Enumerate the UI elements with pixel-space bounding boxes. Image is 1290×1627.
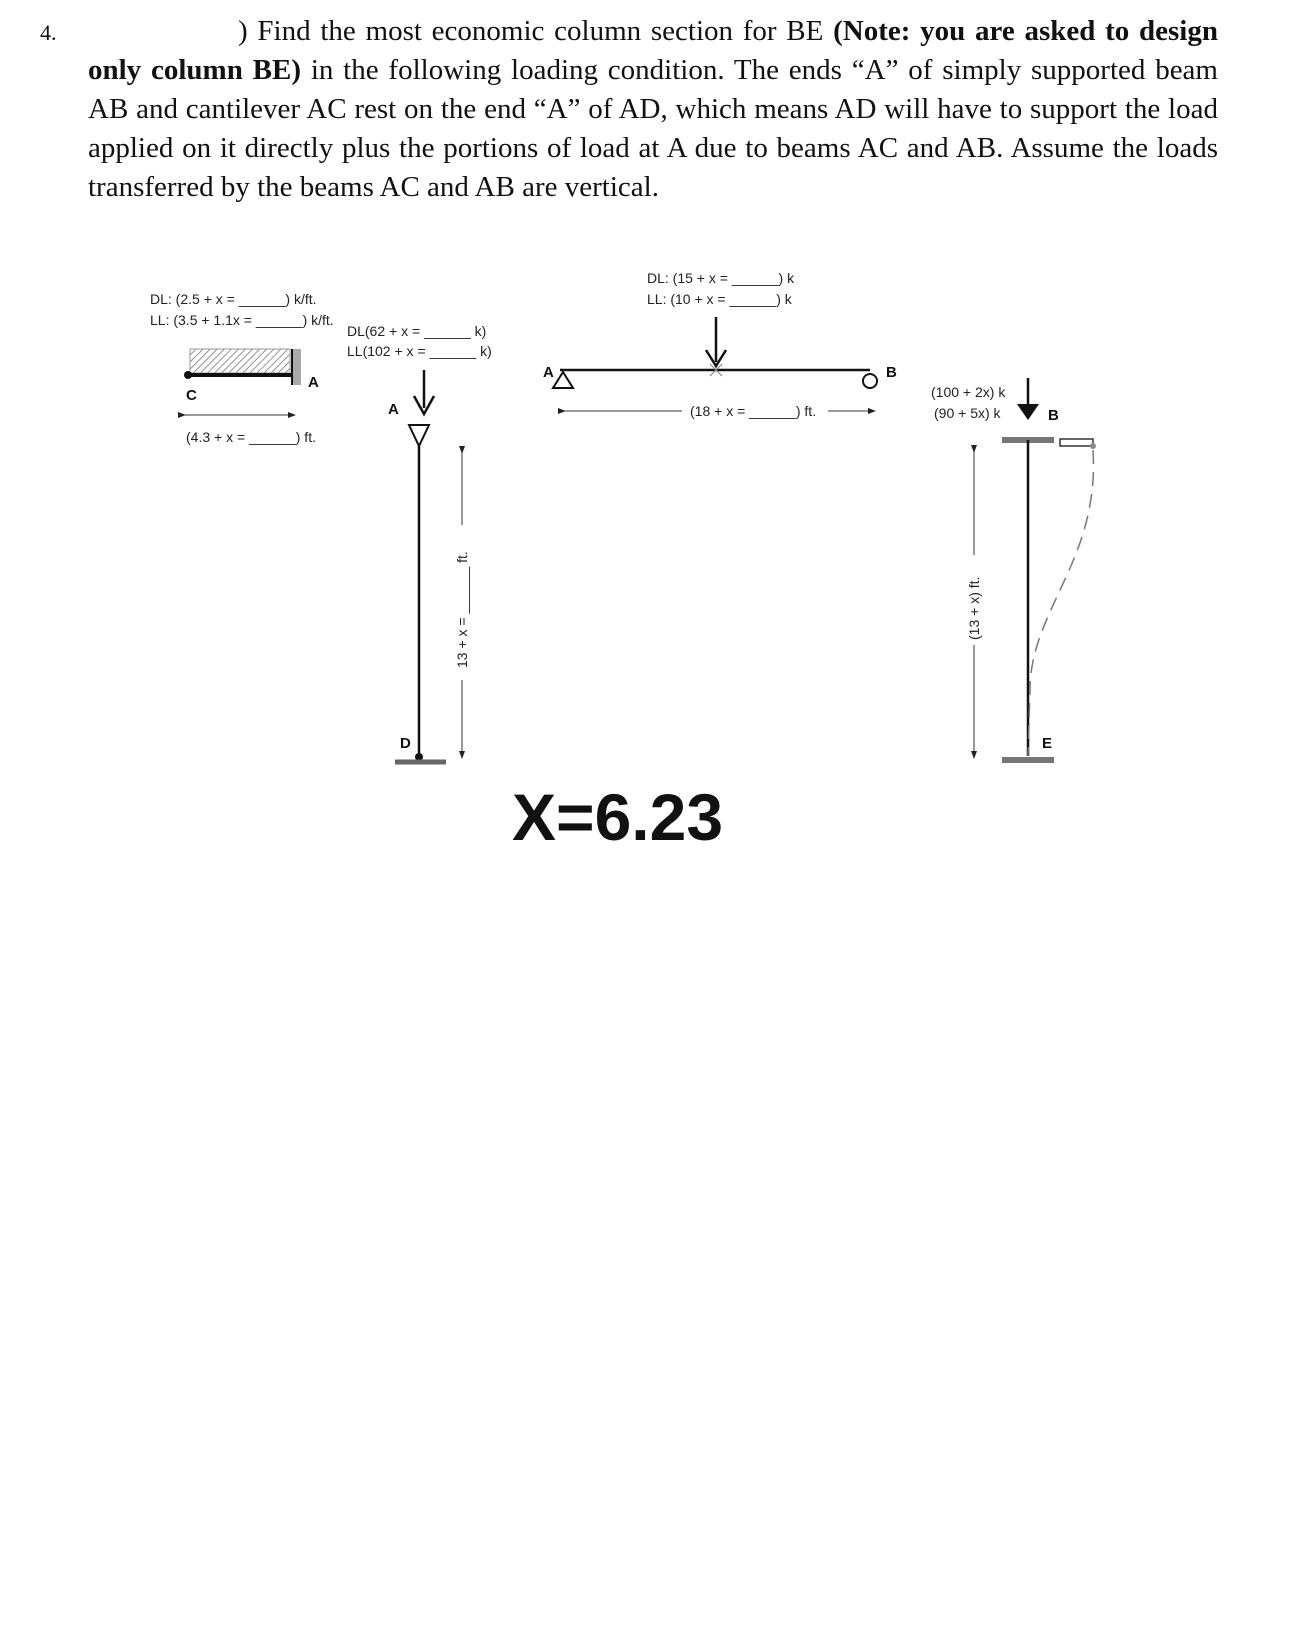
beam-ab-diagram [543,270,897,419]
column-ad-diagram [347,323,492,762]
free-end-node [184,371,192,379]
cantilever-ll-label: LL: (3.5 + 1.1x = ______) k/ft. [150,312,334,328]
beam-node-b-label: B [886,364,897,381]
column-ad-bottom-label: D [400,735,411,752]
cantilever-dl-label: DL: (2.5 + x = ______) k/ft. [150,291,317,307]
margin-glyph: ) [238,15,248,47]
fixed-support-wall [292,349,301,385]
column-ad-length-label: 13 + x = ______ ft. [454,551,470,668]
column-be-diagram [931,378,1096,760]
column-ad-ll-label: LL(102 + x = ______ k) [347,343,492,359]
problem-text-before: Find the most economic column section for BE [257,15,834,47]
column-ad-top-label: A [388,401,399,418]
pin-support-icon [553,372,573,388]
column-ad-dl-label: DL(62 + x = ______ k) [347,323,487,339]
pin-support-icon [409,425,429,446]
buckled-shape-curve [1028,450,1093,756]
distributed-load-block [190,349,290,373]
roller-support-icon [863,374,877,388]
column-be-dl-label: (100 + 2x) k [931,384,1006,400]
down-arrow-icon [1017,404,1039,420]
question-number: 4. [40,20,57,45]
beam-ll-label: LL: (10 + x = ______) k [647,291,792,307]
deflected-node [1090,443,1096,449]
x-value-annotation: X=6.23 [512,780,724,854]
beam-span-label: (18 + x = ______) ft. [690,403,817,419]
beam-node-a-label: A [543,364,554,381]
node-c-label: C [186,387,197,404]
column-be-top-label: B [1048,407,1059,424]
problem-note: (Note: you are asked to design only column BE) [88,15,1218,86]
span-label: (4.3 + x = ______) ft. [186,429,316,445]
node-a-label: A [308,374,319,391]
column-be-length-label: (13 + x) ft. [966,576,982,640]
deflected-top-plate [1060,439,1093,446]
column-be-bottom-label: E [1042,735,1053,752]
problem-text-after: in the following loading condition. The ends “A” of simply supported beam AB and cantilever AC rest on the end “A” of AD, which means AD will have to support the load applied on it directly plus the portions of load at A due to beams AC and AB. Assume the loads transferred by the beams AC and AB are vertical. [88,54,1218,203]
cantilever-ac-diagram [150,291,334,445]
column-be-ll-label: (90 + 5x) k [934,405,1001,421]
beam-dl-label: DL: (15 + x = ______) k [647,270,795,286]
